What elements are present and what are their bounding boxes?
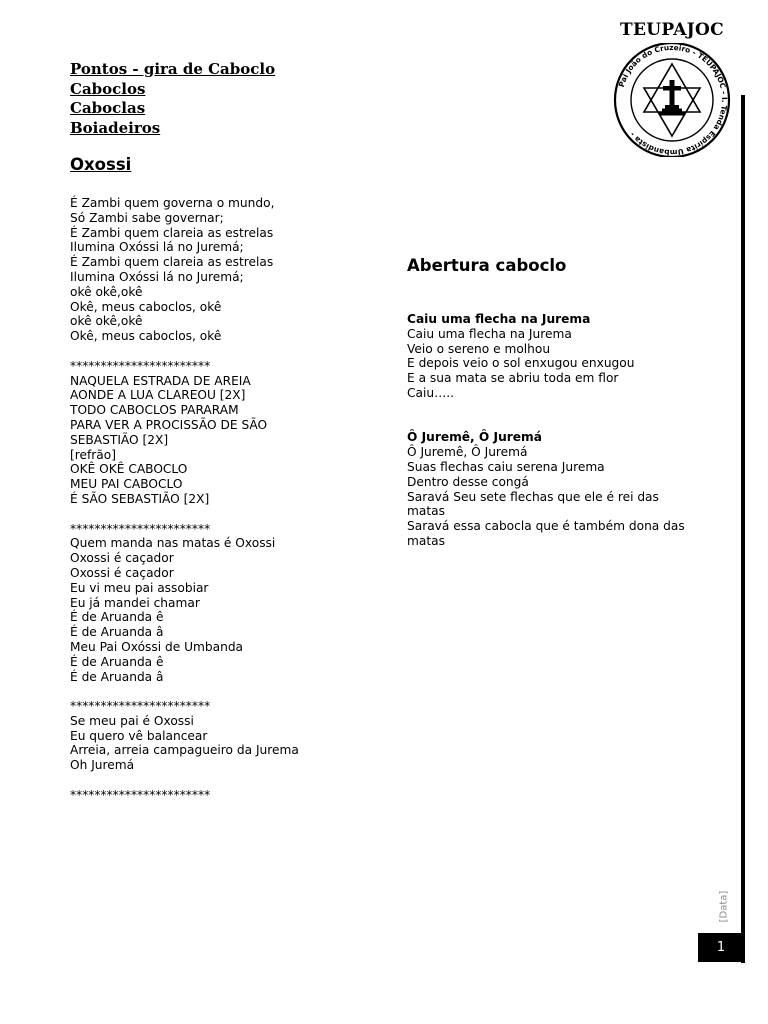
lyric-line: Ilumina Oxóssi lá no Juremá; [70,240,244,255]
abertura-title: Abertura caboclo [407,256,567,275]
song-title: Caiu uma flecha na Jurema [407,312,591,326]
lyric-line: Saravá essa cabocla que é também dona das matas [407,519,685,548]
header-line-1: Pontos - gira de Caboclo [70,60,276,78]
lyric-line: É Zambi quem governa o mundo, [70,196,275,210]
lyric-line: Caiu….. [407,385,455,400]
lyric-line: Ilumina Oxóssi lá no Juremá; [70,269,244,284]
lyric-line: Caiu uma flecha na Jurema [407,326,572,341]
header-line-4: Boiadeiros [70,118,161,137]
header-line-2: Caboclos [70,79,146,98]
oxossi-title: Oxossi [70,155,132,174]
logo-brand-text: TEUPAJOC [620,20,724,40]
lyric-line: Oxossi é caçador [70,551,174,566]
separator: *********************** [70,699,211,714]
lyric-line: NAQUELA ESTRADA DE AREIA [70,373,251,388]
date-placeholder[interactable]: [Data] [718,890,730,922]
right-column-text [407,312,692,549]
lyric-line: Eu vi meu pai assobiar [70,580,209,595]
header-line-3: Caboclas [70,99,146,117]
lyric-line: Oxossi é caçador [70,565,174,580]
lyric-line: OKÊ OKÊ CABOCLO [70,462,188,477]
lyric-line: Quem manda nas matas é Oxossi [70,536,276,551]
lyric-line: E depois veio o sol enxugou enxugou [407,356,635,371]
lyric-line: okê okê,okê [70,314,143,329]
lyric-line: É SÃO SEBASTIÃO [2X] [70,491,210,506]
lyric-line: AONDE A LUA CLAREOU [2X] [70,388,246,403]
separator: *********************** [70,358,211,373]
lyric-line: É de Aruanda ê [70,610,164,625]
seal-logo-icon [612,43,732,157]
lyric-line: E a sua mata se abriu toda em flor [407,371,619,386]
lyric-line: Se meu pai é Oxossi [70,713,194,728]
lyric-line: [refrão] [70,447,116,462]
lyric-line: É de Aruanda ê [70,654,164,669]
lyric-line: É de Aruanda â [70,669,164,684]
lyric-line: okê okê,okê [70,284,143,299]
lyric-line: É Zambi quem clareia as estrelas [70,225,274,240]
lyric-line: Arreia, arreia campagueiro da Jurema [70,743,299,758]
lyric-line: Suas flechas caiu serena Jurema [407,459,605,474]
lyric-line: É Zambi quem clareia as estrelas [70,255,274,270]
lyric-line: Meu Pai Oxóssi de Umbanda [70,639,244,654]
seal-ring-text: Pai João do Cruzeiro - TEUPAJOC - I. Tenda Espírita Umbandista - [616,43,730,157]
page-number: 1 [698,933,744,962]
separator: *********************** [70,787,211,802]
lyric-line: PARA VER A PROCISSÃO DE SÃO [70,417,268,432]
lyric-line: Eu quero vê balancear [70,728,208,743]
lyric-line: Okê, meus caboclos, okê [70,299,222,314]
lyric-line: MEU PAI CABOCLO [70,477,183,492]
lyric-line: Só Zambi sabe governar; [70,210,224,225]
lyric-line: É de Aruanda â [70,625,164,640]
left-column-text [70,196,299,803]
lyric-line: SEBASTIÃO [2X] [70,432,169,447]
lyric-line: Veio o sereno e molhou [407,341,551,356]
lyric-line: Saravá Seu sete flechas que ele é rei das matas [407,489,659,519]
lyric-line: Eu já mandei chamar [70,595,200,610]
song-title: Ô Juremê, Ô Juremá [407,430,542,445]
lyric-line: Ô Juremê, Ô Juremá [407,445,528,460]
lyric-line: TODO CABOCLOS PARARAM [70,403,239,418]
separator: *********************** [70,521,211,536]
lyric-line: Oh Juremá [70,758,135,773]
lyric-line: Dentro desse congá [407,474,529,489]
lyric-line: Okê, meus caboclos, okê [70,329,222,344]
side-rule [741,95,745,963]
